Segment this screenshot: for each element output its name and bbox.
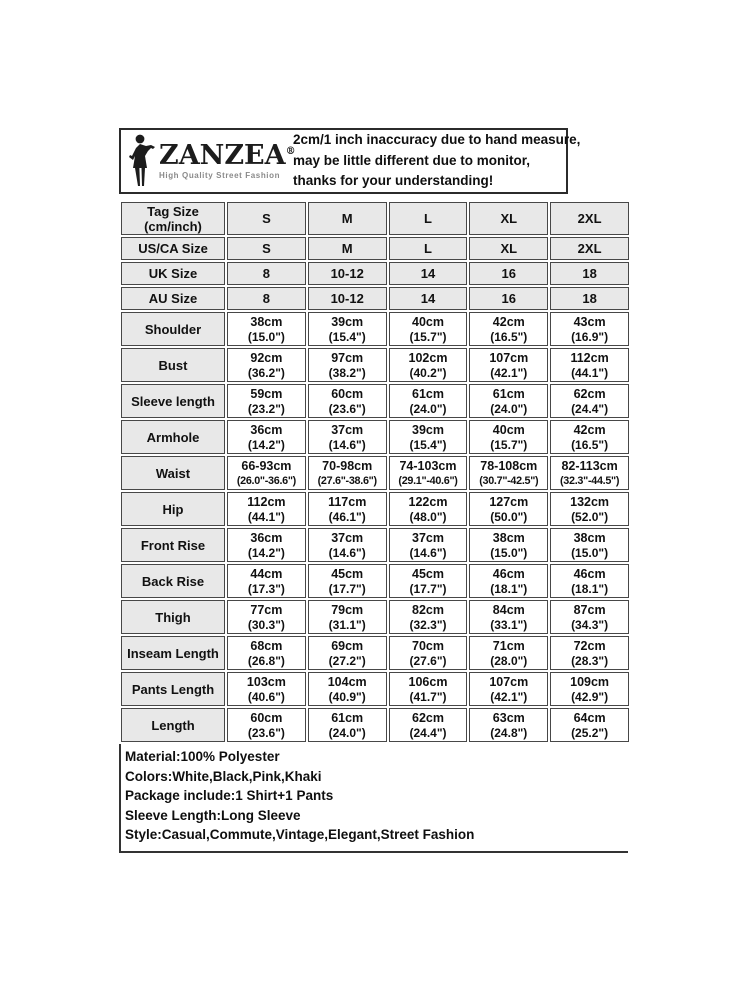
value-cm: 42cm [492,314,525,329]
measurement-cell [469,348,548,382]
woman-silhouette-icon [127,134,157,188]
measurement-cell [227,492,306,526]
measurement-cell [227,420,306,454]
value-cm: 74-103cm [399,458,457,473]
value-inch: (24.0") [328,725,366,740]
size-value-cell: 10-12 [308,262,387,285]
measurement-cell [469,564,548,598]
row-label: Thigh [121,600,225,634]
measurement-cell [469,384,548,418]
measurement-cell [389,384,468,418]
row-label: Waist [121,456,225,490]
value-cm: 112cm [570,350,609,365]
row-label: US/CA Size [121,237,225,260]
value-cm: 38cm [573,530,606,545]
value-cm: 37cm [331,422,364,437]
measurement-cell [550,600,629,634]
measurement-cell [550,456,629,490]
size-value-cell: XL [469,237,548,260]
value-inch: (38.2") [328,365,366,380]
measurement-cell [227,312,306,346]
measurement-cell [308,564,387,598]
value-inch: (18.1") [571,581,609,596]
measurement-cell [389,528,468,562]
disclaimer-line: 2cm/1 inch inaccuracy due to hand measure, [293,132,581,148]
value-inch: (24.4") [571,401,609,416]
value-inch: (24.0") [409,401,447,416]
size-row [121,237,629,260]
value-inch: (31.1") [328,617,366,632]
measurement-cell [389,600,468,634]
size-value-cell: 16 [469,287,548,310]
value-cm: 39cm [412,422,444,437]
size-value-cell: 14 [389,262,468,285]
value-cm: 64cm [573,710,606,725]
row-label: Hip [121,492,225,526]
brand-name: ZANZEA® [159,140,296,171]
value-inch: (40.9") [328,689,366,704]
measurement-row [121,492,629,526]
column-header-xl: XL [469,202,548,235]
measurement-row [121,636,629,670]
size-row [121,287,629,310]
value-inch: (18.1") [490,581,528,596]
value-inch: (17.7") [328,581,366,596]
table-header-row [121,202,629,235]
disclaimer-line: thanks for your understanding! [293,173,494,189]
note-sleeve-length: Sleeve Length:Long Sleeve [125,807,301,823]
value-cm: 61cm [412,386,444,401]
measurement-cell [227,528,306,562]
measurement-cell [550,528,629,562]
measurement-cell [389,456,468,490]
measurement-cell [389,348,468,382]
measurement-cell [550,312,629,346]
value-cm: 45cm [331,566,364,581]
measurement-cell [550,420,629,454]
value-cm: 37cm [331,530,364,545]
value-inch: (41.7") [409,689,447,704]
value-cm: 117cm [328,494,367,509]
measurement-cell [469,528,548,562]
measurement-cell [550,384,629,418]
measurement-row [121,384,629,418]
measurement-cell [389,636,468,670]
value-cm: 66-93cm [241,458,292,473]
value-inch: (17.7") [409,581,447,596]
measurement-row [121,312,629,346]
value-inch: (52.0") [571,509,609,524]
value-cm: 78-108cm [480,458,538,473]
measurement-cell [389,672,468,706]
measurement-cell [227,672,306,706]
value-inch: (44.1") [247,509,285,524]
value-inch: (15.7") [490,437,528,452]
measurement-cell [469,672,548,706]
value-cm: 102cm [408,350,448,365]
value-cm: 45cm [412,566,444,581]
value-inch: (15.4") [409,437,447,452]
row-label: Front Rise [121,528,225,562]
value-inch: (24.0") [490,401,528,416]
value-inch: (14.2") [247,545,285,560]
value-cm: 63cm [492,710,525,725]
measurement-cell [308,636,387,670]
product-notes-box [119,744,628,853]
measurement-cell [389,312,468,346]
value-inch: (15.0") [490,545,528,560]
value-inch: (33.1") [490,617,528,632]
value-inch: (34.3") [571,617,609,632]
value-cm: 71cm [492,638,525,653]
column-header-2xl: 2XL [550,202,629,235]
value-inch: (32.3") [409,617,447,632]
value-inch: (29.1"-40.6") [398,474,458,487]
size-value-cell: 14 [389,287,468,310]
value-inch: (32.3"-44.5") [560,474,620,487]
column-header-s: S [227,202,306,235]
value-cm: 38cm [250,314,283,329]
registered-mark: ® [285,146,296,157]
measurement-cell [469,456,548,490]
value-inch: (24.8") [490,725,528,740]
value-cm: 77cm [250,602,283,617]
value-inch: (16.5") [571,437,609,452]
value-inch: (26.8") [247,653,285,668]
value-cm: 72cm [573,638,606,653]
measurement-cell [308,528,387,562]
value-inch: (14.6") [328,545,366,560]
row-label: Armhole [121,420,225,454]
size-value-cell: 16 [469,262,548,285]
measurement-row [121,420,629,454]
measurement-cell [227,564,306,598]
value-cm: 68cm [250,638,283,653]
measurement-row [121,348,629,382]
value-inch: (16.9") [571,329,609,344]
value-inch: (15.4") [328,329,366,344]
value-inch: (48.0") [409,509,447,524]
measurement-row [121,600,629,634]
note-colors: Colors:White,Black,Pink,Khaki [125,768,322,784]
value-inch: (46.1") [328,509,366,524]
value-cm: 82cm [412,602,444,617]
value-cm: 42cm [573,422,606,437]
size-value-cell: L [389,237,468,260]
value-cm: 46cm [492,566,525,581]
value-cm: 59cm [250,386,283,401]
value-inch: (25.2") [571,725,609,740]
measurement-cell [469,492,548,526]
value-inch: (23.6") [328,401,366,416]
value-cm: 70-98cm [322,458,373,473]
value-cm: 70cm [412,638,444,653]
brand-tagline: High Quality Street Fashion [159,171,281,180]
value-cm: 62cm [573,386,606,401]
note-style: Style:Casual,Commute,Vintage,Elegant,Street Fashion [125,827,475,842]
measurement-cell [469,600,548,634]
value-cm: 69cm [331,638,364,653]
measurement-cell [389,564,468,598]
measurement-cell [389,492,468,526]
size-value-cell: 2XL [550,237,629,260]
note-material: Material:100% Polyester [125,749,280,764]
size-value-cell: 8 [227,287,306,310]
measurement-row [121,672,629,706]
measurement-cell [469,708,548,742]
value-cm: 97cm [331,350,364,365]
corner-label-line2: (cm/inch) [144,218,202,234]
size-value-cell: 18 [550,262,629,285]
value-inch: (15.0") [247,329,285,344]
column-header-l: L [389,202,468,235]
size-row [121,262,629,285]
value-cm: 103cm [246,674,286,689]
value-cm: 79cm [331,602,364,617]
note-package: Package include:1 Shirt+1 Pants [125,788,334,803]
measurement-cell [550,348,629,382]
value-inch: (27.2") [328,653,366,668]
measurement-cell [389,420,468,454]
value-inch: (30.3") [247,617,285,632]
measurement-cell [308,384,387,418]
size-value-cell: 18 [550,287,629,310]
value-inch: (28.0") [490,653,528,668]
row-label: Pants Length [121,672,225,706]
row-label: Bust [121,348,225,382]
value-inch: (42.1") [490,689,528,704]
measurement-cell [308,708,387,742]
value-inch: (14.6") [409,545,447,560]
size-chart-table [119,200,631,744]
value-inch: (14.2") [247,437,285,452]
value-cm: 132cm [570,494,610,509]
measurement-cell [469,420,548,454]
size-value-cell: M [308,237,387,260]
value-cm: 82-113cm [561,458,618,473]
measurement-cell [469,312,548,346]
value-inch: (27.6") [409,653,447,668]
value-inch: (50.0") [490,509,528,524]
value-inch: (26.0"-36.6") [236,474,296,487]
value-inch: (23.2") [247,401,285,416]
measurement-cell [308,492,387,526]
measurement-cell [308,456,387,490]
value-cm: 38cm [492,530,525,545]
zanzea-logo [127,134,296,188]
value-cm: 106cm [408,674,448,689]
measurement-cell [227,600,306,634]
measurement-cell [550,636,629,670]
value-cm: 107cm [489,350,529,365]
value-cm: 112cm [247,494,286,509]
measurement-cell [227,708,306,742]
corner-header-cell [121,202,225,235]
measurement-cell [550,492,629,526]
value-cm: 61cm [331,710,364,725]
disclaimer-line: may be little different due to monitor, [293,152,531,168]
row-label: UK Size [121,262,225,285]
value-inch: (42.1") [490,365,528,380]
value-inch: (14.6") [328,437,366,452]
value-cm: 40cm [492,422,525,437]
measurement-cell [227,384,306,418]
value-cm: 36cm [250,422,283,437]
measurement-cell [227,348,306,382]
corner-label-line1: Tag Size [147,203,199,219]
measurement-row [121,528,629,562]
measurement-cell [308,420,387,454]
size-value-cell: 8 [227,262,306,285]
value-inch: (40.2") [409,365,447,380]
value-cm: 109cm [570,674,610,689]
value-cm: 61cm [492,386,525,401]
value-cm: 60cm [331,386,364,401]
measurement-cell [469,636,548,670]
measurement-row [121,708,629,742]
measure-disclaimer [293,130,580,192]
value-cm: 92cm [250,350,283,365]
measurement-cell [550,708,629,742]
value-cm: 60cm [250,710,283,725]
measurement-cell [550,564,629,598]
row-label: Length [121,708,225,742]
value-cm: 36cm [250,530,283,545]
value-inch: (16.5") [490,329,528,344]
value-inch: (27.6"-38.6") [317,474,377,487]
value-cm: 62cm [412,710,444,725]
value-inch: (15.0") [571,545,609,560]
value-cm: 43cm [573,314,606,329]
value-cm: 87cm [573,602,606,617]
value-inch: (36.2") [247,365,285,380]
measurement-row [121,456,629,490]
row-label: Inseam Length [121,636,225,670]
row-label: Back Rise [121,564,225,598]
value-cm: 122cm [408,494,448,509]
measurement-cell [227,636,306,670]
value-inch: (42.9") [571,689,609,704]
value-cm: 37cm [412,530,444,545]
measurement-cell [308,312,387,346]
brand-header-box [119,128,581,194]
column-header-m: M [308,202,387,235]
value-inch: (24.4") [409,725,447,740]
row-label: AU Size [121,287,225,310]
measurement-cell [308,348,387,382]
measurement-cell [308,600,387,634]
value-inch: (44.1") [571,365,609,380]
measurement-cell [308,672,387,706]
value-cm: 39cm [331,314,364,329]
value-inch: (28.3") [571,653,609,668]
value-cm: 46cm [573,566,606,581]
value-cm: 104cm [327,674,367,689]
value-inch: (17.3") [247,581,285,596]
measurement-cell [389,708,468,742]
brand-text [159,142,296,180]
value-cm: 40cm [412,314,444,329]
value-cm: 84cm [492,602,525,617]
value-inch: (15.7") [409,329,447,344]
value-inch: (40.6") [247,689,285,704]
value-cm: 127cm [489,494,529,509]
measurement-row [121,564,629,598]
measurement-cell [227,456,306,490]
measurement-cell [550,672,629,706]
row-label: Shoulder [121,312,225,346]
value-inch: (30.7"-42.5") [479,474,539,487]
size-value-cell: 10-12 [308,287,387,310]
value-cm: 44cm [250,566,283,581]
size-chart-sheet [119,128,631,853]
size-value-cell: S [227,237,306,260]
value-cm: 107cm [489,674,529,689]
row-label: Sleeve length [121,384,225,418]
value-inch: (23.6") [247,725,285,740]
